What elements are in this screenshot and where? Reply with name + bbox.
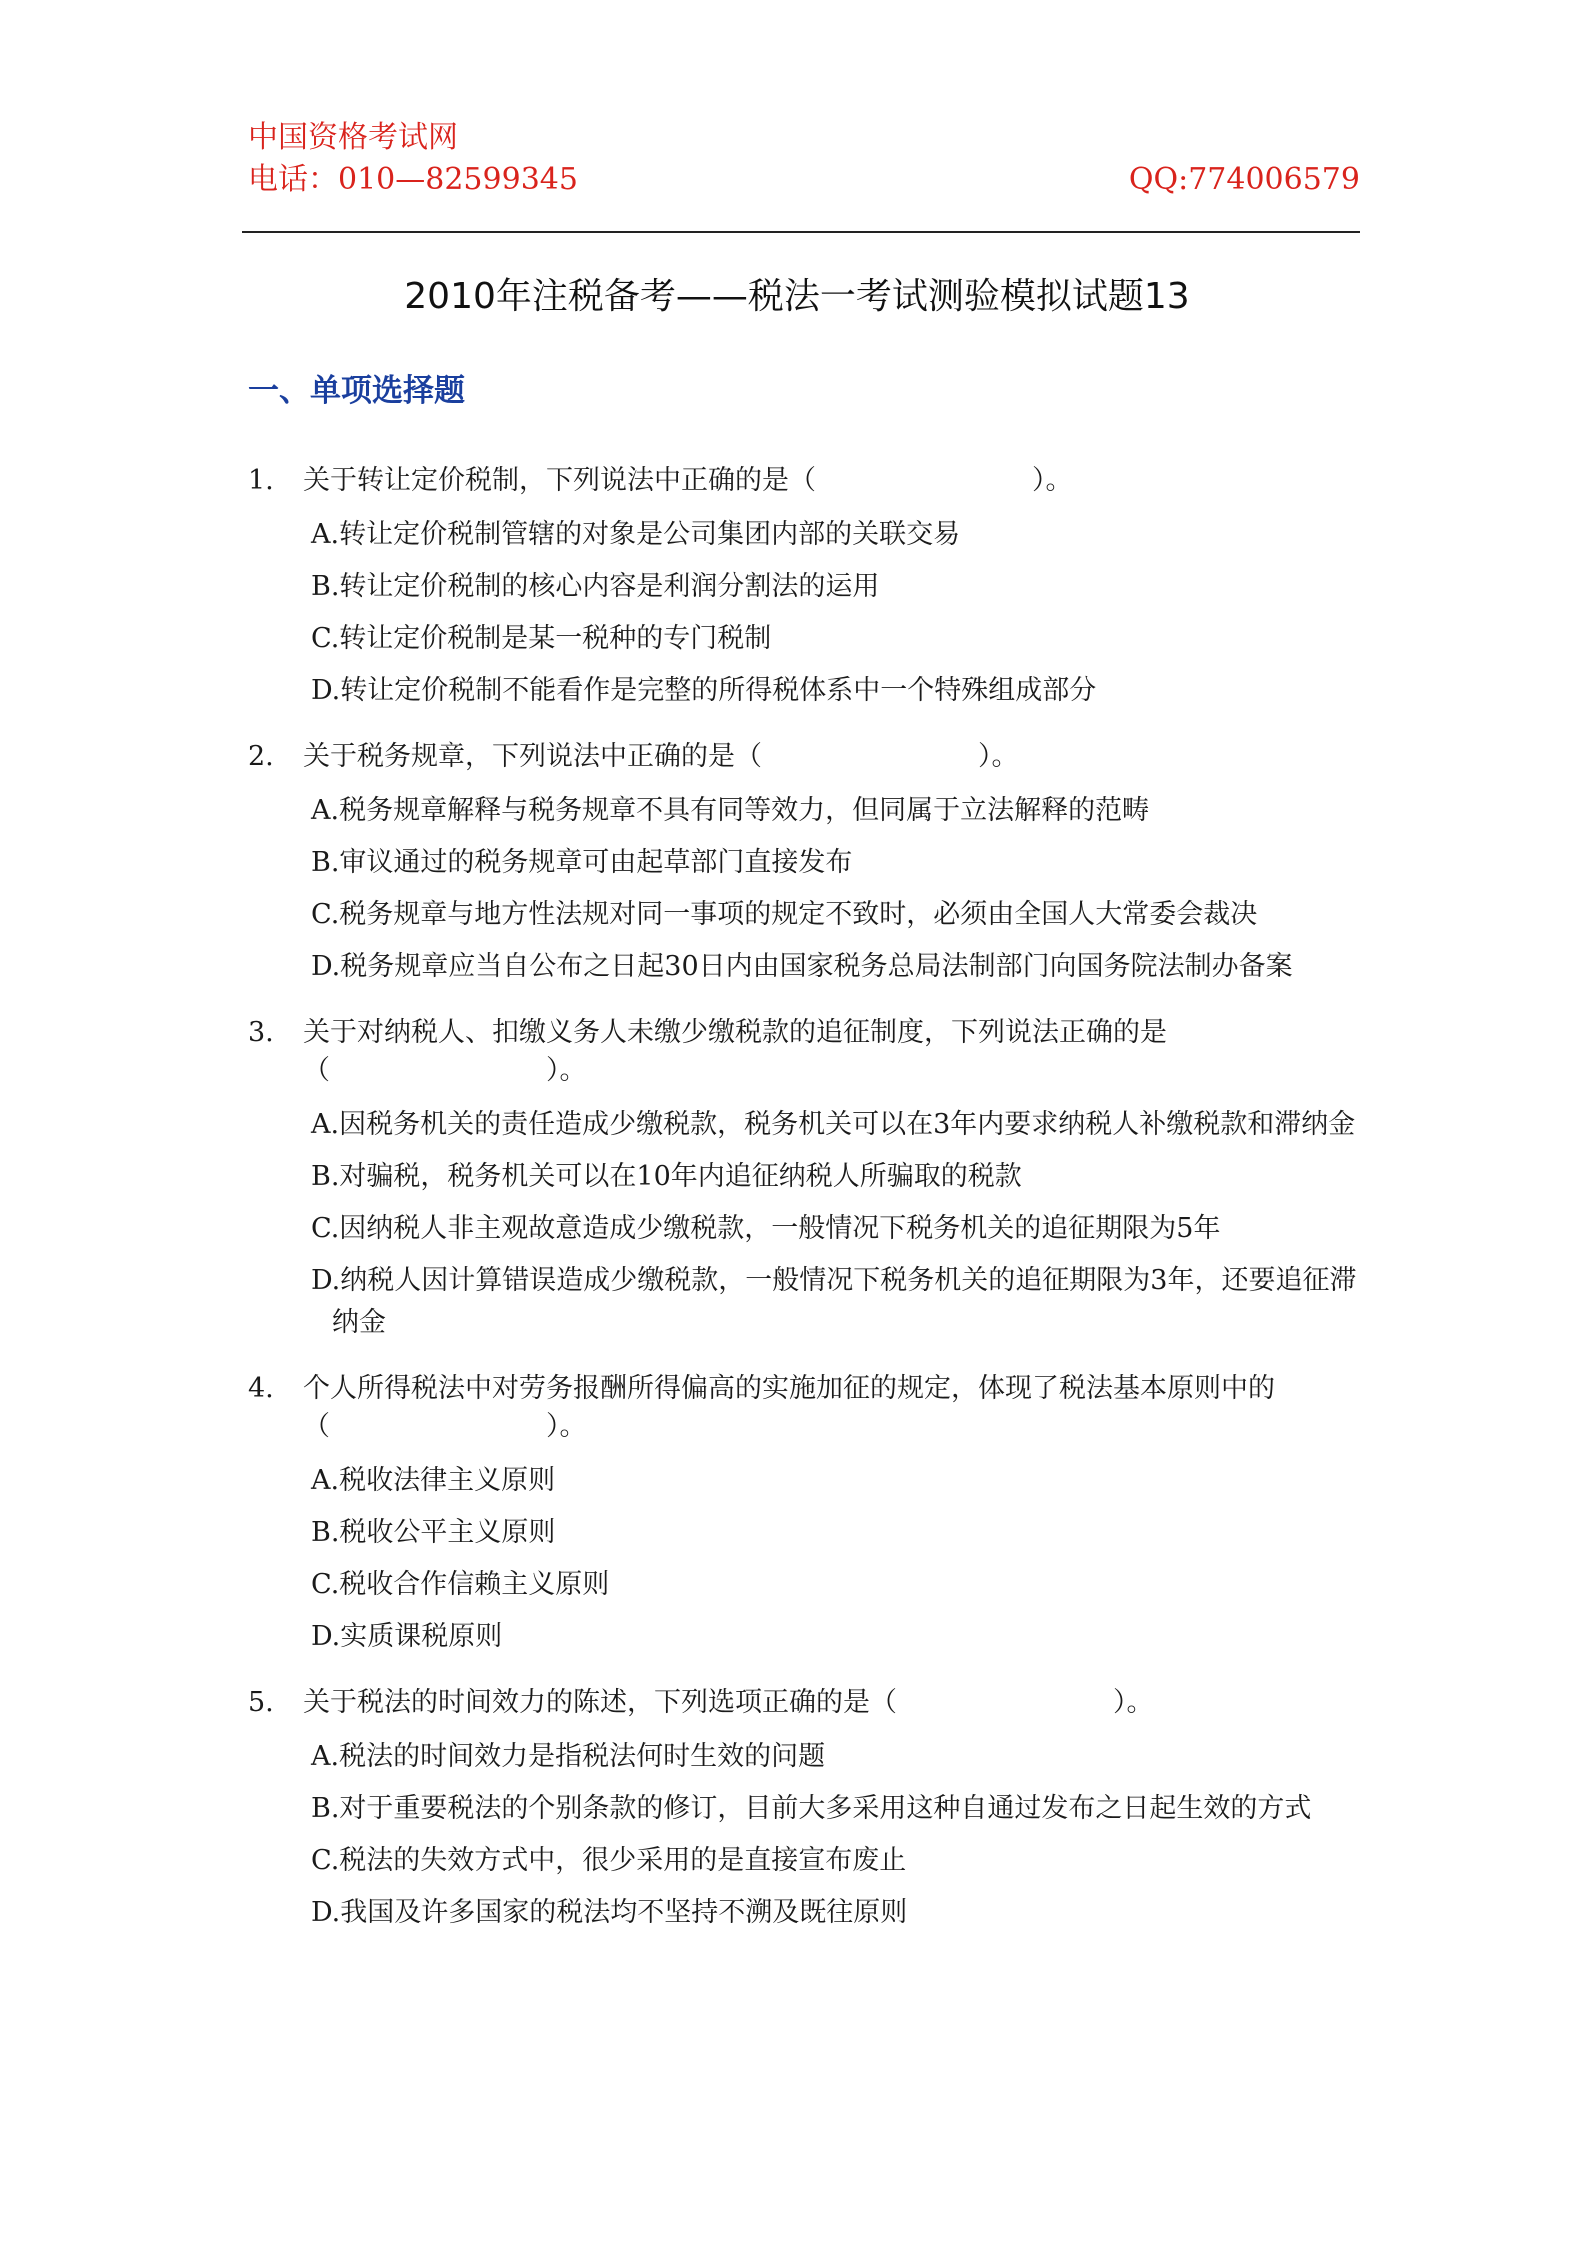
question-5 [248,1684,1368,1934]
question-stem [248,738,1368,776]
option-d: D.税务规章应当自公布之日起30日内由国家税务总局法制部门向国务院法制办备案 [311,951,1293,982]
option-b: B.对骗税，税务机关可以在10年内追征纳税人所骗取的税款 [311,1161,1022,1192]
question-stem [248,1014,1368,1090]
option-d: D.纳税人因计算错误造成少缴税款，一般情况下税务机关的追征期限为3年，还要追征滞纳金 [311,1265,1357,1338]
question-text: 关于转让定价税制，下列说法中正确的是（ ）。 [303,465,1073,496]
option-a: A.税务规章解释与税务规章不具有同等效力，但同属于立法解释的范畴 [311,795,1150,826]
contact-row [248,160,1360,200]
header-divider [242,231,1360,233]
question-stem [248,1684,1368,1722]
option-a: A.税收法律主义原则 [311,1465,556,1496]
document-title: 2010年注税备考——税法一考试测验模拟试题13 [404,276,1190,317]
phone-number: 电话：010—82599345 [248,162,578,197]
option-d: D.实质课税原则 [311,1621,503,1652]
question-text: 关于税法的时间效力的陈述，下列选项正确的是（ ）。 [303,1687,1154,1718]
option-b: B.税收公平主义原则 [311,1517,556,1548]
question-list [248,462,1368,1960]
question-text [303,1370,1368,1446]
option-a: A.税法的时间效力是指税法何时生效的问题 [311,1741,826,1772]
option-b: B.对于重要税法的个别条款的修订，目前大多采用这种自通过发布之日起生效的方式 [311,1793,1312,1824]
option-d: D.转让定价税制不能看作是完整的所得税体系中一个特殊组成部分 [311,675,1097,706]
option-c: C.因纳税人非主观故意造成少缴税款，一般情况下税务机关的追征期限为5年 [311,1213,1221,1244]
option-c: C.税收合作信赖主义原则 [311,1569,610,1600]
question-stem [248,462,1368,500]
question-text [303,1014,1368,1090]
question-text-line: 个人所得税法中对劳务报酬所得偏高的实施加征的规定，体现了税法基本原则中的 [303,1373,1275,1404]
question-number: 2. [248,741,274,772]
question-4 [248,1370,1368,1658]
question-text-line: 关于对纳税人、扣缴义务人未缴少缴税款的追征制度，下列说法正确的是 [303,1017,1167,1048]
option-a: A.因税务机关的责任造成少缴税款，税务机关可以在3年内要求纳税人补缴税款和滞纳金 [311,1109,1356,1140]
question-1 [248,462,1368,712]
qq-number: QQ:774006579 [1128,162,1360,197]
site-name: 中国资格考试网 [248,120,458,155]
question-number: 1. [248,465,274,496]
question-2 [248,738,1368,988]
question-stem [248,1370,1368,1446]
option-c: C.税务规章与地方性法规对同一事项的规定不致时，必须由全国人大常委会裁决 [311,899,1258,930]
question-number: 5. [248,1687,274,1718]
option-c: C.税法的失效方式中，很少采用的是直接宣布废止 [311,1845,907,1876]
option-b: B.审议通过的税务规章可由起草部门直接发布 [311,847,853,878]
option-b: B.转让定价税制的核心内容是利润分割法的运用 [311,571,880,602]
answer-bracket: （ ）。 [303,1055,587,1086]
option-c: C.转让定价税制是某一税种的专门税制 [311,623,772,654]
question-number: 4. [248,1373,274,1404]
question-text: 关于税务规章，下列说法中正确的是（ ）。 [303,741,1019,772]
option-a: A.转让定价税制管辖的对象是公司集团内部的关联交易 [311,519,961,550]
question-3 [248,1014,1368,1344]
option-d: D.我国及许多国家的税法均不坚持不溯及既往原则 [311,1897,908,1928]
answer-bracket: （ ）。 [303,1411,587,1442]
section-heading: 一、单项选择题 [248,373,465,409]
question-number: 3. [248,1017,274,1048]
page-header [248,118,1360,200]
